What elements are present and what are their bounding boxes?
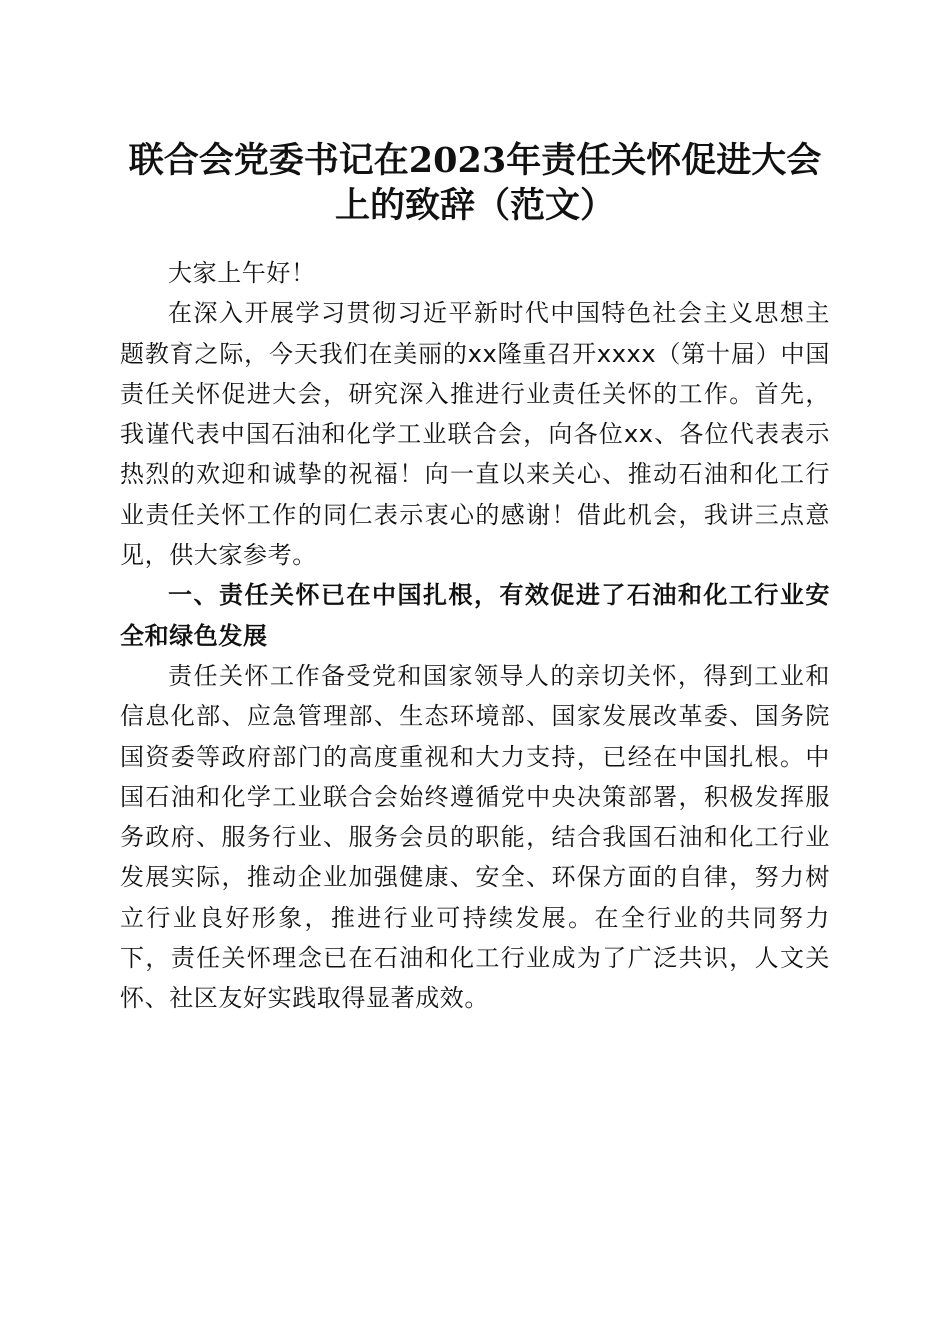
document-body: [120, 253, 830, 1019]
section-1-paragraph: 责任关怀工作备受党和国家领导人的亲切关怀，得到工业和信息化部、应急管理部、生态环境部、国家发展改革委、国务院国资委等政府部门的高度重视和大力支持，已经在中国扎根。中国石油和化学工业联合会始终遵循党中央决策部署，积极发挥服务政府、服务行业、服务会员的职能，结合我国石油和化工行业发展实际，推动企业加强健康、安全、环保方面的自律，努力树立行业良好形象，推进行业可持续发展。在全行业的共同努力下，责任关怀理念已在石油和化工行业成为了广泛共识，人文关怀、社区友好实践取得显著成效。: [120, 661, 830, 1013]
title-line-1: 联合会党委书记在2023年责任关怀促进大会: [128, 140, 822, 181]
document-title: [100, 138, 850, 228]
section-heading-1: 一、责任关怀已在中国扎根，有效促进了石油和化工行业安全和绿色发展: [120, 581, 830, 650]
greeting-paragraph: 大家上午好！: [168, 259, 316, 287]
opening-paragraph: 在深入开展学习贯彻习近平新时代中国特色社会主义思想主题教育之际，今天我们在美丽的xx隆重召开xxxx（第十届）中国责任关怀促进大会，研究深入推进行业责任关怀的工作。首先，我谨代表中国石油和化学工业联合会，向各位xx、各位代表表示热烈的欢迎和诚挚的祝福！向一直以来关心、推动石油和化工行业责任关怀工作的同仁表示衷心的感谢！借此机会，我讲三点意见，供大家参考。: [120, 299, 830, 570]
title-line-2: 上的致辞（范文）: [334, 185, 615, 226]
